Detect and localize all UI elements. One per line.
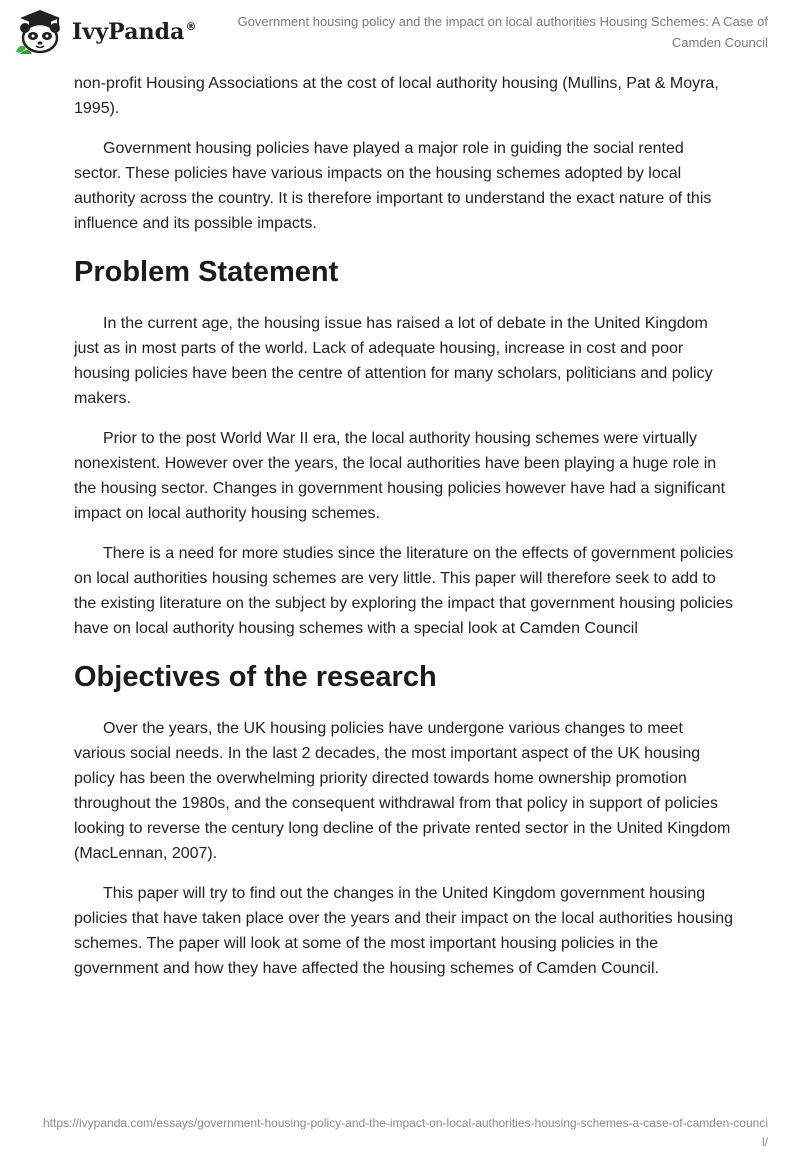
- paragraph: There is a need for more studies since the literature on the effects of government policies on local authorities housing schemes are very little. This paper will therefore seek to add to the existing literature on the subject by exploring the impact that government housing policies have on local authority housing schemes with a special look at Camden Council: [74, 545, 734, 637]
- paragraph: Prior to the post World War II era, the local authority housing schemes were virtually nonexistent. However over the years, the local authorities have been playing a huge role in the housing sector. Changes in government housing policies however have had a significant impact on local authority housing schemes.: [74, 430, 726, 522]
- logo-text: IvyPanda®: [72, 19, 197, 45]
- essay-content: [74, 71, 734, 996]
- page-header: [0, 0, 800, 60]
- paragraph: Government housing policies have played a major role in guiding the social rented sector. These policies have various impacts on the housing schemes adopted by local authority across the country. It is therefore important to understand the exact nature of this influence and its possible impacts.: [74, 140, 712, 232]
- paragraph: This paper will try to find out the changes in the United Kingdom government housing policies that have taken place over the years and their impact on the local authorities housing schemes. The paper will look at some of the most important housing policies in the government and how they have affected the housing schemes of Camden Council.: [74, 885, 734, 977]
- paragraph: non-profit Housing Associations at the cost of local authority housing (Mullins, Pat & Moyra, 1995).: [74, 75, 719, 117]
- ivypanda-logo[interactable]: [14, 8, 197, 56]
- paragraph: In the current age, the housing issue has raised a lot of debate in the United Kingdom just as in most parts of the world. Lack of adequate housing, increase in cost and poor housing policies have been the centre of attention for many scholars, politicians and policy makers.: [74, 315, 713, 407]
- panda-icon: [14, 8, 66, 56]
- document-title: Government housing policy and the impact on local authorities Housing Schemes: A Case of Camden Council: [237, 14, 768, 50]
- source-url[interactable]: https://ivypanda.com/essays/government-housing-policy-and-the-impact-on-local-authorities-housing-schemes-a-case-of-camden-council/: [43, 1116, 768, 1149]
- heading-objectives: Objectives of the research: [74, 661, 437, 693]
- heading-problem-statement: Problem Statement: [74, 256, 339, 288]
- registered-mark: ®: [185, 20, 197, 33]
- paragraph: Over the years, the UK housing policies have undergone various changes to meet various social needs. In the last 2 decades, the most important aspect of the UK housing policy has been the overwhelming priority directed towards home ownership promotion throughout the 1980s, and the consequent withdrawal from that policy in support of policies looking to reverse the century long decline of the private rented sector in the United Kingdom (MacLennan, 2007).: [74, 720, 731, 862]
